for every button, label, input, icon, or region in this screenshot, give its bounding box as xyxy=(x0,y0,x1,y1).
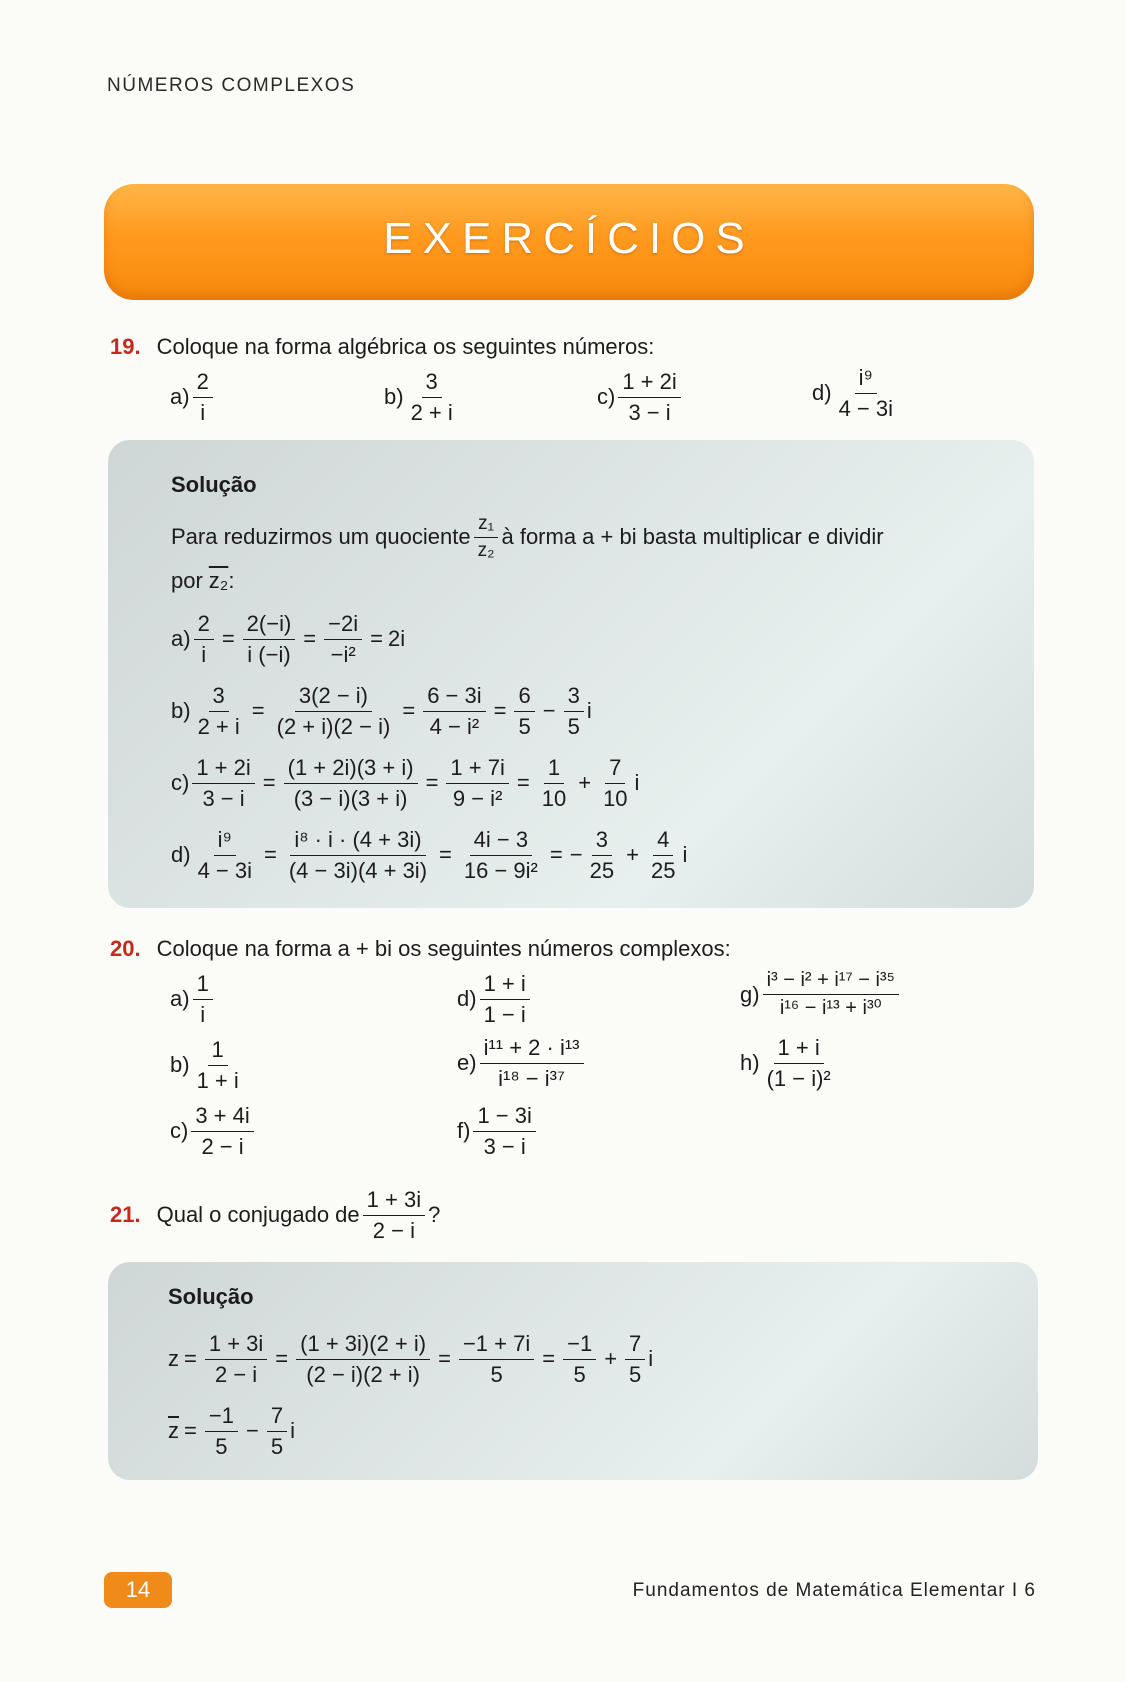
equals: = xyxy=(262,770,276,795)
ex20-prompt-line xyxy=(110,936,731,962)
intro-text: à forma a + bi basta multiplicar e dividir xyxy=(501,524,884,550)
fraction xyxy=(480,1034,584,1092)
fraction xyxy=(599,754,631,812)
fraction xyxy=(835,364,897,422)
numerator: 1 xyxy=(193,970,213,1000)
equals: = xyxy=(251,698,265,723)
intro-text: Para reduzirmos um quociente xyxy=(171,524,471,550)
item-label: d) xyxy=(812,380,832,405)
numerator: 1 xyxy=(208,1036,228,1066)
fraction xyxy=(586,826,618,884)
denominator: (2 + i)(2 − i) xyxy=(276,713,391,739)
ex19-item-d xyxy=(812,364,900,422)
fraction xyxy=(193,970,213,1028)
numerator: 1 + 3i xyxy=(205,1330,267,1360)
item-label: h) xyxy=(740,1050,760,1075)
fraction xyxy=(625,1330,645,1388)
fraction xyxy=(446,754,508,812)
item-label: e) xyxy=(457,1050,477,1075)
numerator: 4i − 3 xyxy=(470,826,532,856)
fraction xyxy=(273,682,395,740)
fraction xyxy=(284,754,418,812)
fraction xyxy=(192,754,254,812)
conjugate-z2: z₂ xyxy=(208,568,229,593)
denominator: 10 xyxy=(541,785,567,811)
numerator: (1 + 2i)(3 + i) xyxy=(284,754,418,784)
ex21-prompt: Qual o conjugado de xyxy=(156,1202,360,1227)
denominator: 5 xyxy=(629,1361,642,1387)
denominator: 4 − i² xyxy=(429,713,480,739)
variable-z-conjugate: $\overline{z}$ xyxy=(168,1418,179,1443)
solution-title: Solução xyxy=(168,1284,254,1309)
fraction xyxy=(763,1034,835,1092)
item-label: b) xyxy=(384,384,404,409)
numerator: 1 + 3i xyxy=(363,1186,425,1216)
ex20-prompt: Coloque na forma a + bi os seguintes números complexos: xyxy=(156,936,731,961)
denominator: 5 xyxy=(490,1361,503,1387)
equals: = xyxy=(184,1418,197,1443)
fraction xyxy=(514,682,534,740)
numerator: 1 + i xyxy=(774,1034,824,1064)
ex21-solution-box xyxy=(108,1262,1038,1480)
equals: = xyxy=(370,626,383,651)
imag-unit: i xyxy=(290,1418,295,1443)
ex20-item-d xyxy=(457,970,533,1028)
numerator: 3 xyxy=(209,682,229,712)
ex20-number: 20. xyxy=(110,936,141,961)
item-label: c) xyxy=(170,1118,189,1143)
item-label: c) xyxy=(597,384,616,409)
denominator: (4 − 3i)(4 + 3i) xyxy=(288,857,428,883)
fraction xyxy=(191,1102,253,1160)
ex21-prompt-line xyxy=(110,1186,440,1244)
minus: − xyxy=(542,698,556,723)
denominator: −i² xyxy=(330,641,356,667)
denominator: 5 xyxy=(567,713,580,739)
fraction xyxy=(763,968,899,1021)
equals: = xyxy=(549,842,563,867)
denominator: 2 − i xyxy=(201,1133,244,1159)
denominator: i¹⁶ − i¹³ + i³⁰ xyxy=(779,997,882,1019)
numerator: i¹¹ + 2 · i¹³ xyxy=(480,1034,584,1064)
denominator: 3 − i xyxy=(483,1133,526,1159)
item-label: a) xyxy=(170,384,190,409)
item-label: d) xyxy=(171,842,191,867)
numerator: 3(2 − i) xyxy=(295,682,372,712)
denominator: 9 − i² xyxy=(452,785,503,811)
ex19-prompt: Coloque na forma algébrica os seguintes números: xyxy=(156,334,655,359)
denominator: 5 xyxy=(215,1433,228,1459)
fraction xyxy=(363,1186,425,1244)
plus: + xyxy=(626,842,639,867)
equals: = xyxy=(425,770,439,795)
intro-text: por xyxy=(171,568,203,593)
numerator: 1 + 2i xyxy=(192,754,254,784)
fraction xyxy=(480,970,530,1028)
fraction xyxy=(205,1330,267,1388)
ex20-item-b xyxy=(170,1036,246,1094)
numerator: 1 + 7i xyxy=(446,754,508,784)
numerator: −1 xyxy=(205,1402,238,1432)
ex20-item-f xyxy=(457,1102,539,1160)
numerator: 7 xyxy=(625,1330,645,1360)
fraction xyxy=(538,754,570,812)
denominator: (1 − i)² xyxy=(766,1065,831,1091)
denominator: 5 xyxy=(270,1433,284,1459)
equals: = xyxy=(542,1346,556,1371)
denominator: i xyxy=(200,399,206,425)
numerator: 6 − 3i xyxy=(423,682,485,712)
denominator: 1 − i xyxy=(483,1001,526,1027)
denominator: 3 − i xyxy=(202,785,245,811)
denominator: 10 xyxy=(603,785,628,811)
ex19-item-c xyxy=(597,368,684,426)
denominator: 25 xyxy=(589,857,615,883)
ex20-item-c xyxy=(170,1102,257,1160)
fraction xyxy=(618,368,680,426)
question-mark: ? xyxy=(428,1202,441,1227)
imag-unit: i xyxy=(634,770,640,795)
plus: + xyxy=(578,770,592,795)
fraction xyxy=(324,610,362,668)
numerator: i⁹ xyxy=(855,364,877,394)
item-label: a) xyxy=(171,626,191,651)
denominator: 2 − i xyxy=(214,1361,258,1387)
ex19-prompt-line xyxy=(110,334,654,360)
minus: − xyxy=(245,1418,259,1443)
equals: = xyxy=(439,842,452,867)
numerator: z₁ xyxy=(474,512,498,538)
imag-unit: i xyxy=(586,698,592,723)
fraction xyxy=(194,610,214,668)
fraction xyxy=(193,1036,243,1094)
numerator: 7 xyxy=(267,1402,287,1432)
numerator: 2(−i) xyxy=(243,610,296,640)
numerator: 2 xyxy=(194,610,214,640)
fraction xyxy=(564,682,584,740)
variable-z: z xyxy=(168,1346,179,1371)
result: 2i xyxy=(388,626,406,651)
denominator: 25 xyxy=(650,857,676,883)
equals: = xyxy=(184,1346,197,1371)
denominator: i (−i) xyxy=(247,641,291,667)
numerator: i³ − i² + i¹⁷ − i³⁵ xyxy=(763,968,899,995)
item-label: c) xyxy=(171,770,190,795)
denominator: 16 − 9i² xyxy=(463,857,538,883)
denominator: (3 − i)(3 + i) xyxy=(293,785,408,811)
fraction xyxy=(194,682,244,740)
numerator: 6 xyxy=(514,682,534,712)
numerator: 3 xyxy=(592,826,612,856)
solution-line-a xyxy=(171,610,405,668)
item-label: d) xyxy=(457,986,477,1011)
solution-title: Solução xyxy=(171,472,257,497)
ex19-item-a xyxy=(170,368,216,426)
solution-line-d xyxy=(171,826,687,884)
footer-book-title: Fundamentos de Matemática Elementar I 6 xyxy=(632,1580,1036,1601)
numerator: 1 + 2i xyxy=(618,368,680,398)
numerator: i⁸ · i · (4 + 3i) xyxy=(290,826,425,856)
page-number-badge: 14 xyxy=(104,1572,172,1608)
fraction xyxy=(473,1102,535,1160)
fraction xyxy=(296,1330,430,1388)
item-label: f) xyxy=(457,1118,471,1143)
fraction xyxy=(459,1330,534,1388)
numerator: −1 xyxy=(563,1330,596,1360)
equals: = xyxy=(275,1346,289,1371)
imag-unit: i xyxy=(648,1346,654,1371)
fraction xyxy=(285,826,431,884)
item-label: g) xyxy=(740,981,760,1007)
denominator: i xyxy=(200,1001,206,1027)
fraction xyxy=(267,1402,287,1460)
numerator: −1 + 7i xyxy=(459,1330,534,1360)
denominator: 2 − i xyxy=(372,1217,415,1243)
fraction xyxy=(474,512,499,563)
ex21-number: 21. xyxy=(110,1202,141,1227)
banner-title: EXERCÍCIOS xyxy=(383,214,755,263)
denominator: 5 xyxy=(573,1361,586,1387)
ex20-item-e xyxy=(457,1034,587,1092)
equals: = xyxy=(402,698,416,723)
solution-intro-line1 xyxy=(171,512,884,563)
denominator: i xyxy=(201,641,207,667)
denominator: 2 + i xyxy=(410,399,453,425)
plus: + xyxy=(604,1346,618,1371)
item-label: b) xyxy=(171,698,191,723)
ex19-number: 19. xyxy=(110,334,141,359)
denominator: 4 − 3i xyxy=(197,857,252,883)
solution-line-b xyxy=(171,682,592,740)
denominator: 1 + i xyxy=(196,1067,239,1093)
numerator: 7 xyxy=(605,754,625,784)
item-label: b) xyxy=(170,1052,190,1077)
minus: − xyxy=(569,842,583,867)
denominator: 3 − i xyxy=(628,399,671,425)
numerator: (1 + 3i)(2 + i) xyxy=(296,1330,430,1360)
numerator: −2i xyxy=(324,610,362,640)
solution-line-z xyxy=(168,1330,653,1388)
equals: = xyxy=(438,1346,451,1371)
equals: = xyxy=(516,770,530,795)
intro-text: : xyxy=(228,568,235,593)
equals: = xyxy=(221,626,235,651)
fraction xyxy=(194,826,256,884)
denominator: 5 xyxy=(518,713,531,739)
fraction xyxy=(407,368,457,426)
solution-intro-line2 xyxy=(171,568,234,594)
solution-line-zbar xyxy=(168,1402,295,1460)
ex19-solution-box xyxy=(108,440,1034,908)
numerator: i⁹ xyxy=(214,826,236,856)
numerator: 1 − 3i xyxy=(473,1102,535,1132)
imag-unit: i xyxy=(682,842,688,867)
denominator: i¹⁸ − i³⁷ xyxy=(498,1065,565,1091)
equals: = xyxy=(264,842,277,867)
numerator: 3 xyxy=(422,368,442,398)
fraction xyxy=(205,1402,238,1460)
numerator: 3 xyxy=(564,682,584,712)
solution-line-c xyxy=(171,754,639,812)
numerator: 2 xyxy=(193,368,213,398)
denominator: (2 − i)(2 + i) xyxy=(306,1361,420,1387)
fraction xyxy=(193,368,213,426)
equals: = xyxy=(303,626,317,651)
item-label: a) xyxy=(170,986,190,1011)
numerator: 1 + i xyxy=(480,970,530,1000)
numerator: 3 + 4i xyxy=(191,1102,253,1132)
denominator: z₂ xyxy=(477,539,495,561)
ex20-item-a xyxy=(170,970,216,1028)
ex20-item-g xyxy=(740,968,902,1021)
fraction xyxy=(647,826,679,884)
fraction xyxy=(423,682,485,740)
numerator: 4 xyxy=(653,826,673,856)
exercises-banner xyxy=(104,184,1034,300)
running-head: NÚMEROS COMPLEXOS xyxy=(107,75,356,96)
fraction xyxy=(563,1330,596,1388)
equals: = xyxy=(493,698,507,723)
ex19-item-b xyxy=(384,368,460,426)
numerator: 1 xyxy=(544,754,564,784)
fraction xyxy=(460,826,542,884)
denominator: 4 − 3i xyxy=(838,395,893,421)
denominator: 2 + i xyxy=(197,713,240,739)
fraction xyxy=(243,610,296,668)
ex20-item-h xyxy=(740,1034,838,1092)
